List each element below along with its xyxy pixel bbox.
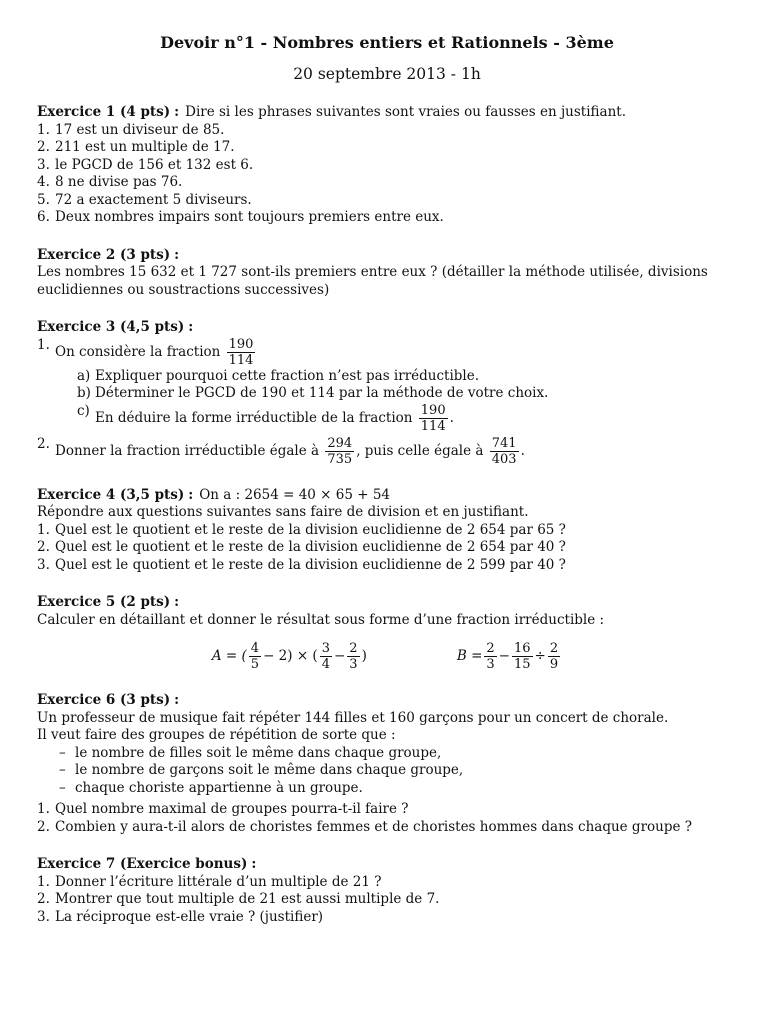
list-item xyxy=(37,539,737,557)
item-number: 1. xyxy=(37,521,50,538)
item-number: 1. xyxy=(37,873,50,890)
fraction-denominator: 114 xyxy=(228,352,254,368)
exercise-4-text: Répondre aux questions suivantes sans faire de division et en justifiant. xyxy=(37,504,529,520)
heading-colon: : xyxy=(188,486,194,503)
exercise-1-title: Exercice 1 (4 pts) xyxy=(37,104,171,120)
formula-text: ÷ xyxy=(534,647,546,664)
exercise-3-list xyxy=(37,337,737,467)
fraction-numerator: 16 xyxy=(513,641,531,656)
exercise-4-intro: On a : 2654 = 40 × 65 + 54 xyxy=(199,486,391,503)
item-text: Donner la fraction irréductible égale à xyxy=(55,442,320,459)
bullet-text: le nombre de filles soit le même dans chaque groupe, xyxy=(75,744,442,761)
exercise-7 xyxy=(37,856,737,926)
exercise-5-text: Calculer en détaillant et donner le résultat sous forme d’une fraction irréductible : xyxy=(37,611,605,628)
formula-text: ) xyxy=(361,647,367,664)
fraction-numerator: 190 xyxy=(228,336,254,352)
item-text: Quel nombre maximal de groupes pourra-t-il faire ? xyxy=(55,801,409,817)
fraction-numerator: 3 xyxy=(321,641,330,656)
fraction-numerator: 2 xyxy=(486,641,495,656)
fraction-denominator: 3 xyxy=(349,657,358,672)
fraction-denominator: 5 xyxy=(250,657,260,672)
exercise-2-heading xyxy=(37,247,737,265)
fraction xyxy=(325,436,354,467)
fraction-numerator: 190 xyxy=(420,402,446,418)
item-text: Donner l’écriture littérale d’un multiple de 21 ? xyxy=(55,873,382,890)
item-text: Montrer que tout multiple de 21 est aussi multiple de 7. xyxy=(55,891,440,907)
item-number: 3. xyxy=(37,908,50,925)
document-title: Devoir n°1 - Nombres entiers et Rationnels - 3ème xyxy=(160,33,614,52)
exercise-4-title: Exercice 4 (3,5 pts) xyxy=(37,486,185,503)
heading-colon: : xyxy=(174,104,180,120)
list-item xyxy=(37,522,737,540)
list-item xyxy=(37,157,737,175)
sub-item-text: Déterminer le PGCD de 190 et 114 par la méthode de votre choix. xyxy=(95,385,549,401)
sub-item xyxy=(77,368,737,386)
heading-colon: : xyxy=(188,319,194,335)
bullet-item xyxy=(59,745,737,763)
sub-item: c) En déduire la forme irréductible de la fraction $\frac{190}{114}$ . xyxy=(77,402,454,434)
fraction-denominator: 3 xyxy=(486,657,495,672)
fraction-numerator: 2 xyxy=(349,641,358,656)
exercise-6-list xyxy=(37,801,737,836)
fraction-denominator: 15 xyxy=(513,657,531,672)
bullet-text: le nombre de garçons soit le même dans chaque groupe, xyxy=(75,762,464,778)
item-text: Combien y aura-t-il alors de choristes femmes et de choristes hommes dans chaque groupe ? xyxy=(55,818,693,835)
bullet-list xyxy=(37,745,737,798)
exercise-6 xyxy=(37,692,737,836)
exercise-2-text: Les nombres 15 632 et 1 727 sont-ils premiers entre eux ? (détailler la méthode utilisée, divisions euclidiennes ou soustractions successives) xyxy=(37,264,708,298)
dash-marker: – xyxy=(59,779,66,796)
exercise-2 xyxy=(37,247,737,300)
exercise-5-title: Exercice 5 (2 pts) xyxy=(37,594,171,610)
sub-list xyxy=(55,368,737,434)
exercise-4 xyxy=(37,487,737,575)
item-text: le PGCD de 156 et 132 est 6. xyxy=(55,156,254,173)
exercise-6-line1: Un professeur de musique fait répéter 144 filles et 160 garçons pour un concert de chorale. xyxy=(37,709,669,726)
fraction-numerator: 2 xyxy=(549,641,559,656)
list-item xyxy=(37,874,737,892)
fraction xyxy=(320,641,332,672)
exercise-3 xyxy=(37,319,737,467)
formula-b xyxy=(457,641,562,672)
list-item xyxy=(37,557,737,575)
fraction-denominator: 4 xyxy=(321,657,330,672)
item-text: On considère la fraction xyxy=(55,343,221,360)
exercise-5 xyxy=(37,594,737,672)
item-number: 3. xyxy=(37,156,50,173)
bullet-item xyxy=(59,780,737,798)
document-subtitle: 20 septembre 2013 - 1h xyxy=(293,65,481,83)
item-number: 5. xyxy=(37,191,50,208)
exercise-3-title: Exercice 3 (4,5 pts) xyxy=(37,319,185,335)
list-item xyxy=(37,122,737,140)
item-number: 2. xyxy=(37,539,50,555)
formula-text: − xyxy=(498,647,510,664)
exercise-2-title: Exercice 2 (3 pts) xyxy=(37,246,171,263)
fraction xyxy=(227,337,256,368)
formula-a xyxy=(212,641,367,672)
dash-marker: – xyxy=(59,744,66,761)
bullet-text: chaque choriste appartienne à un groupe. xyxy=(75,779,363,796)
fraction-numerator: 4 xyxy=(250,641,260,656)
exercise-1-heading xyxy=(37,104,737,122)
item-number: 4. xyxy=(37,174,50,190)
sub-item-letter: c) xyxy=(77,402,90,419)
sub-item xyxy=(77,385,737,403)
fraction xyxy=(484,641,496,672)
list-item: 2. Donner la fraction irréductible égale à $\frac{294}{735}$ , puis celle égale à $\frac{741}{403}$ . xyxy=(37,435,525,467)
item-number: 3. xyxy=(37,556,50,573)
fraction xyxy=(490,436,519,467)
exercise-1-list xyxy=(37,122,737,227)
item-text: Quel est le quotient et le reste de la division euclidienne de 2 654 par 40 ? xyxy=(55,539,566,555)
exercise-6-heading xyxy=(37,692,737,710)
exercise-7-title: Exercice 7 (Exercice bonus) xyxy=(37,856,248,872)
sub-item-letter: b) xyxy=(77,385,91,401)
fraction-numerator: 294 xyxy=(327,435,353,451)
list-item xyxy=(37,337,737,434)
fraction-denominator: 403 xyxy=(491,451,517,467)
fraction-denominator: 114 xyxy=(420,418,446,434)
fraction-denominator: 735 xyxy=(327,451,353,467)
exercise-7-heading xyxy=(37,856,737,874)
item-text: 211 est un multiple de 17. xyxy=(55,139,235,155)
item-text: 8 ne divise pas 76. xyxy=(55,174,183,190)
exercise-4-heading xyxy=(37,487,737,505)
dash-marker: – xyxy=(59,762,66,778)
list-item xyxy=(37,891,737,909)
fraction xyxy=(347,641,359,672)
list-item xyxy=(37,192,737,210)
list-item xyxy=(37,209,737,227)
formula-text: B = xyxy=(456,647,483,664)
bullet-item xyxy=(59,762,737,780)
item-text: Deux nombres impairs sont toujours premiers entre eux. xyxy=(55,209,444,225)
sub-item-letter: a) xyxy=(77,367,91,384)
item-number: 2. xyxy=(37,435,50,452)
list-item xyxy=(37,139,737,157)
item-number: 6. xyxy=(37,209,50,225)
exercise-1 xyxy=(37,104,737,227)
item-number: 2. xyxy=(37,139,50,155)
fraction xyxy=(419,403,448,434)
list-item xyxy=(37,909,737,927)
formula-text: − xyxy=(333,647,346,664)
item-number: 1. xyxy=(37,801,50,817)
item-text: Quel est le quotient et le reste de la division euclidienne de 2 599 par 40 ? xyxy=(55,556,566,573)
fraction-numerator: 741 xyxy=(491,435,517,451)
list-item xyxy=(37,819,737,837)
item-number: 1. xyxy=(37,336,50,353)
exercise-5-heading xyxy=(37,594,737,612)
fraction xyxy=(548,641,560,672)
exercise-6-title: Exercice 6 (3 pts) xyxy=(37,692,171,708)
document-page xyxy=(37,32,737,946)
item-number: 2. xyxy=(37,818,50,835)
fraction xyxy=(512,641,533,672)
exercise-7-list xyxy=(37,874,737,927)
heading-colon: : xyxy=(251,856,257,872)
item-number: 1. xyxy=(37,121,50,138)
formula-text: A = ( xyxy=(211,647,247,664)
heading-colon: : xyxy=(174,692,180,708)
sub-item-text: Expliquer pourquoi cette fraction n’est pas irréductible. xyxy=(95,367,480,384)
exercise-1-intro: Dire si les phrases suivantes sont vraies ou fausses en justifiant. xyxy=(185,104,627,120)
formula-text: − 2) × ( xyxy=(263,647,318,664)
item-text: Quel est le quotient et le reste de la division euclidienne de 2 654 par 65 ? xyxy=(55,521,566,538)
formulas xyxy=(37,641,737,672)
fraction-denominator: 9 xyxy=(549,657,559,672)
item-text: La réciproque est-elle vraie ? (justifier) xyxy=(55,908,324,925)
fraction xyxy=(249,641,261,672)
exercise-3-heading xyxy=(37,319,737,337)
item-text-mid: , puis celle égale à xyxy=(356,442,484,459)
item-text: 72 a exactement 5 diviseurs. xyxy=(55,191,252,208)
item-text: 17 est un diviseur de 85. xyxy=(55,121,225,138)
heading-colon: : xyxy=(174,594,180,610)
sub-item-text: En déduire la forme irréductible de la fraction xyxy=(95,409,413,426)
exercise-6-line2: Il veut faire des groupes de répétition de sorte que : xyxy=(37,727,396,743)
exercise-4-list xyxy=(37,522,737,575)
heading-colon: : xyxy=(174,246,180,263)
list-item xyxy=(37,174,737,192)
list-item xyxy=(37,801,737,819)
item-number: 2. xyxy=(37,891,50,907)
